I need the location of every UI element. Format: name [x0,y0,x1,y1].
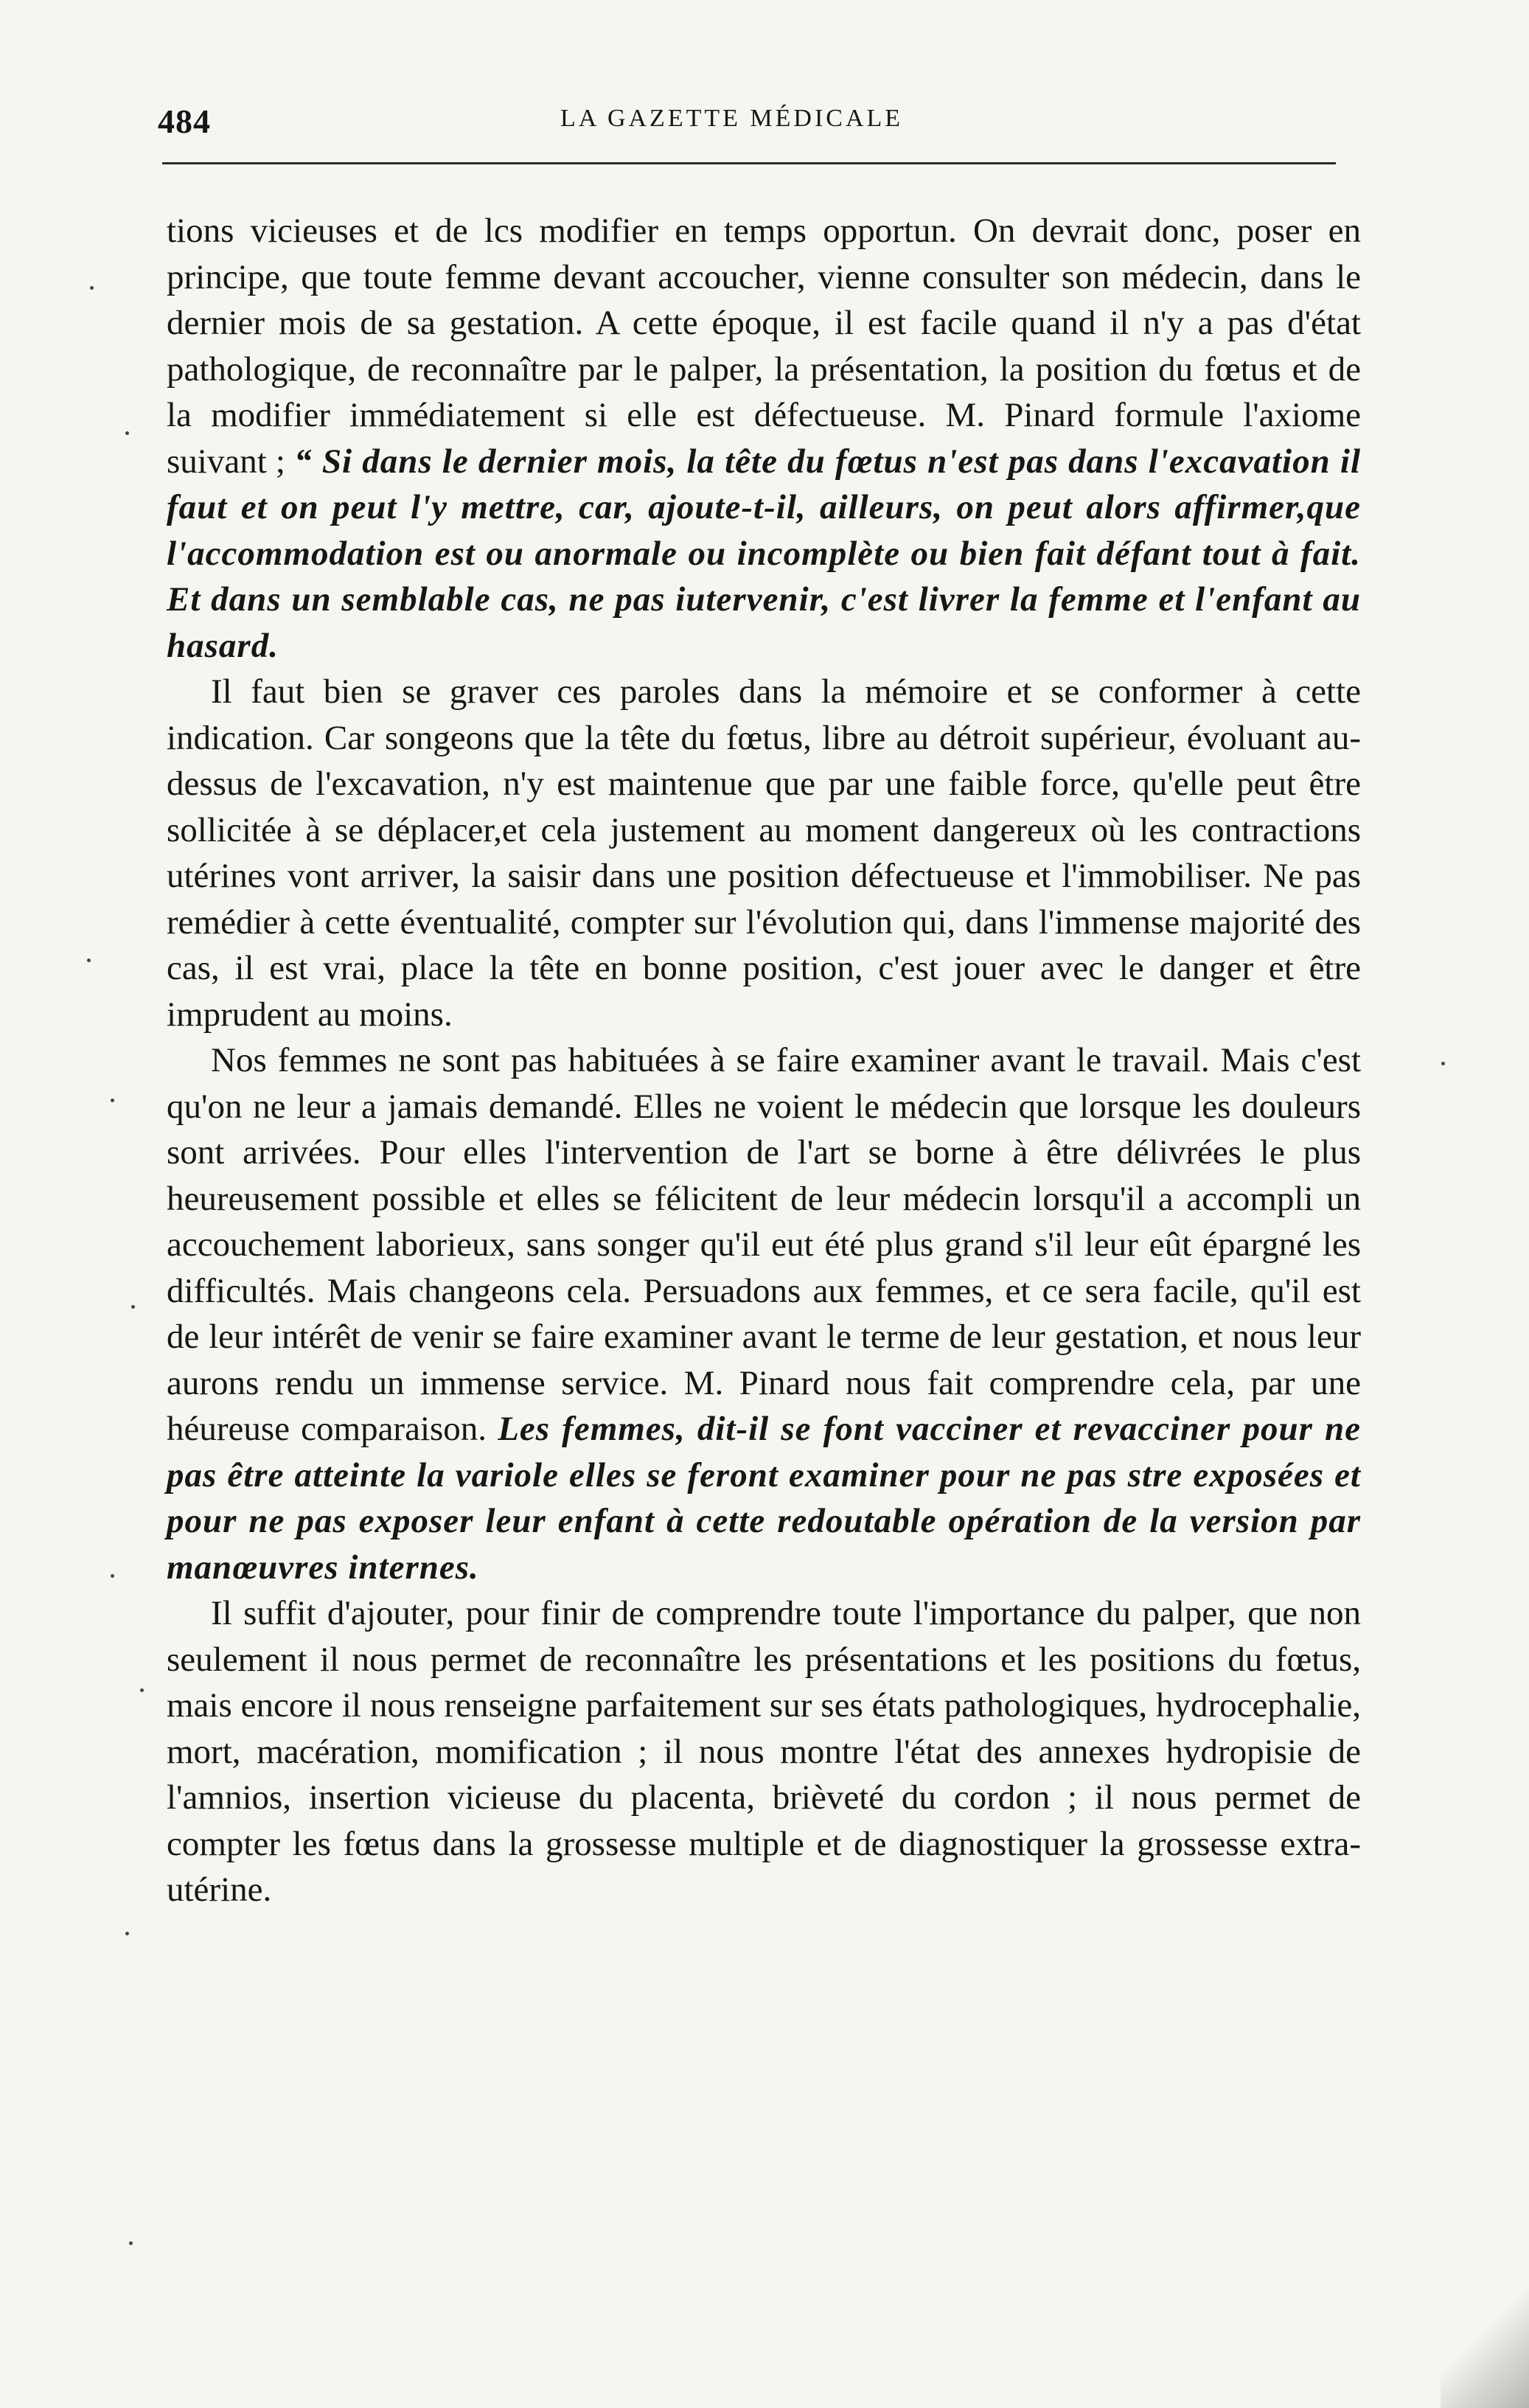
paragraph-1-text: tions vicieuses et de lcs modifier en temps opportun. On devrait donc, poser en principe, que toute femme devant accoucher, vienne consulter son médecin, dans le dernier mois de sa gestation. A cette époque, il est facile quand il n'y a pas d'état pathologique, de reconnaître par le palper, la présentation, la position du fœtus et de la modifier immédiatement si elle est défectueuse. M. Pinard formule l'axiome suivant ; [167,212,1361,481]
paragraph-4: Il suffit d'ajouter, pour finir de comprendre toute l'importance du palper, que non seulement il nous permet de reconnaître les présentations et les positions du fœtus, mais encore il nous renseigne parfaitement sur ses états pathologiques, hydrocephalie, mort, macération, momification ; il nous montre l'état des annexes hydropisie de l'amnios, insertion vicieuse du placenta, brièveté du cordon ; il nous permet de compter les fœtus dans la grossesse multiple et de diagnostiquer la grossesse extra-utérine. [167,1594,1361,1909]
header-rule [162,162,1336,164]
paragraph-1-quote: “ Si dans le dernier mois, la tête du fœtus n'est pas dans l'excavation il faut et on peut l'y mettre, car, ajoute-t-il, ailleurs, on peut alors affirmer,que l'accommodation est ou anormale ou incomplète ou bien fait défant tout à fait. Et dans un semblable cas, ne pas iutervenir, c'est livrer la femme et l'enfant au hasard. [167,442,1361,665]
running-head: LA GAZETTE MÉDICALE [560,105,904,132]
scan-speck [140,1688,144,1692]
body-text [167,208,1361,1913]
scan-speck [131,1305,135,1309]
scan-speck [125,1932,129,1935]
scan-speck [87,958,91,962]
paragraph-3-text: Nos femmes ne sont pas habituées à se faire examiner avant le travail. Mais c'est qu'on ne leur a jamais demandé. Elles ne voient le médecin que lorsque les douleurs sont arrivées. Pour elles l'intervention de l'art se borne à être délivrées le plus heureusement possible et elles se félicitent de leur médecin lorsqu'il a accompli un accouchement laborieux, sans songer qu'il eut été plus grand s'il leur eût épargné les difficultés. Mais changeons cela. Persuadons aux femmes, et ce sera facile, qu'il est de leur intérêt de venir se faire examiner avant le terme de leur gestation, et nous leur aurons rendu un immense service. M. Pinard nous fait comprendre cela, par une héureuse comparaison. [167,1041,1361,1448]
paragraph-2: Il faut bien se graver ces paroles dans la mémoire et se conformer à cette indication. Car songeons que la tête du fœtus, libre au détroit supérieur, évoluant au-dessus de l'excavation, n'y est maintenue que par une faible force, qu'elle peut être sollicitée à se déplacer,et cela justement au moment dangereux où les contractions utérines vont arriver, la saisir dans une position défectueuse et l'immobiliser. Ne pas remédier à cette éventualité, compter sur l'évolution qui, dans l'immense majorité des cas, il est vrai, place la tête en bonne position, c'est jouer avec le danger et être imprudent au moins. [167,672,1361,1034]
scan-speck [125,431,129,435]
paragraph-3-quote: Les femmes, dit-il se font vacciner et revacciner pour ne pas être atteinte la variole elles se feront examiner pour ne pas stre exposées et pour ne pas exposer leur enfant à cette redoutable opération de la version par manœuvres internes. [167,1410,1362,1587]
scan-speck [129,2241,133,2245]
scan-edge-shadow [1441,2246,1529,2408]
paragraph-3 [167,1037,1361,1590]
scan-speck [111,1574,114,1578]
scan-speck [1441,1062,1445,1065]
page-number: 484 [158,102,211,140]
paragraph-1 [167,208,1361,669]
scan-speck [90,286,94,290]
scan-speck [111,1099,114,1102]
